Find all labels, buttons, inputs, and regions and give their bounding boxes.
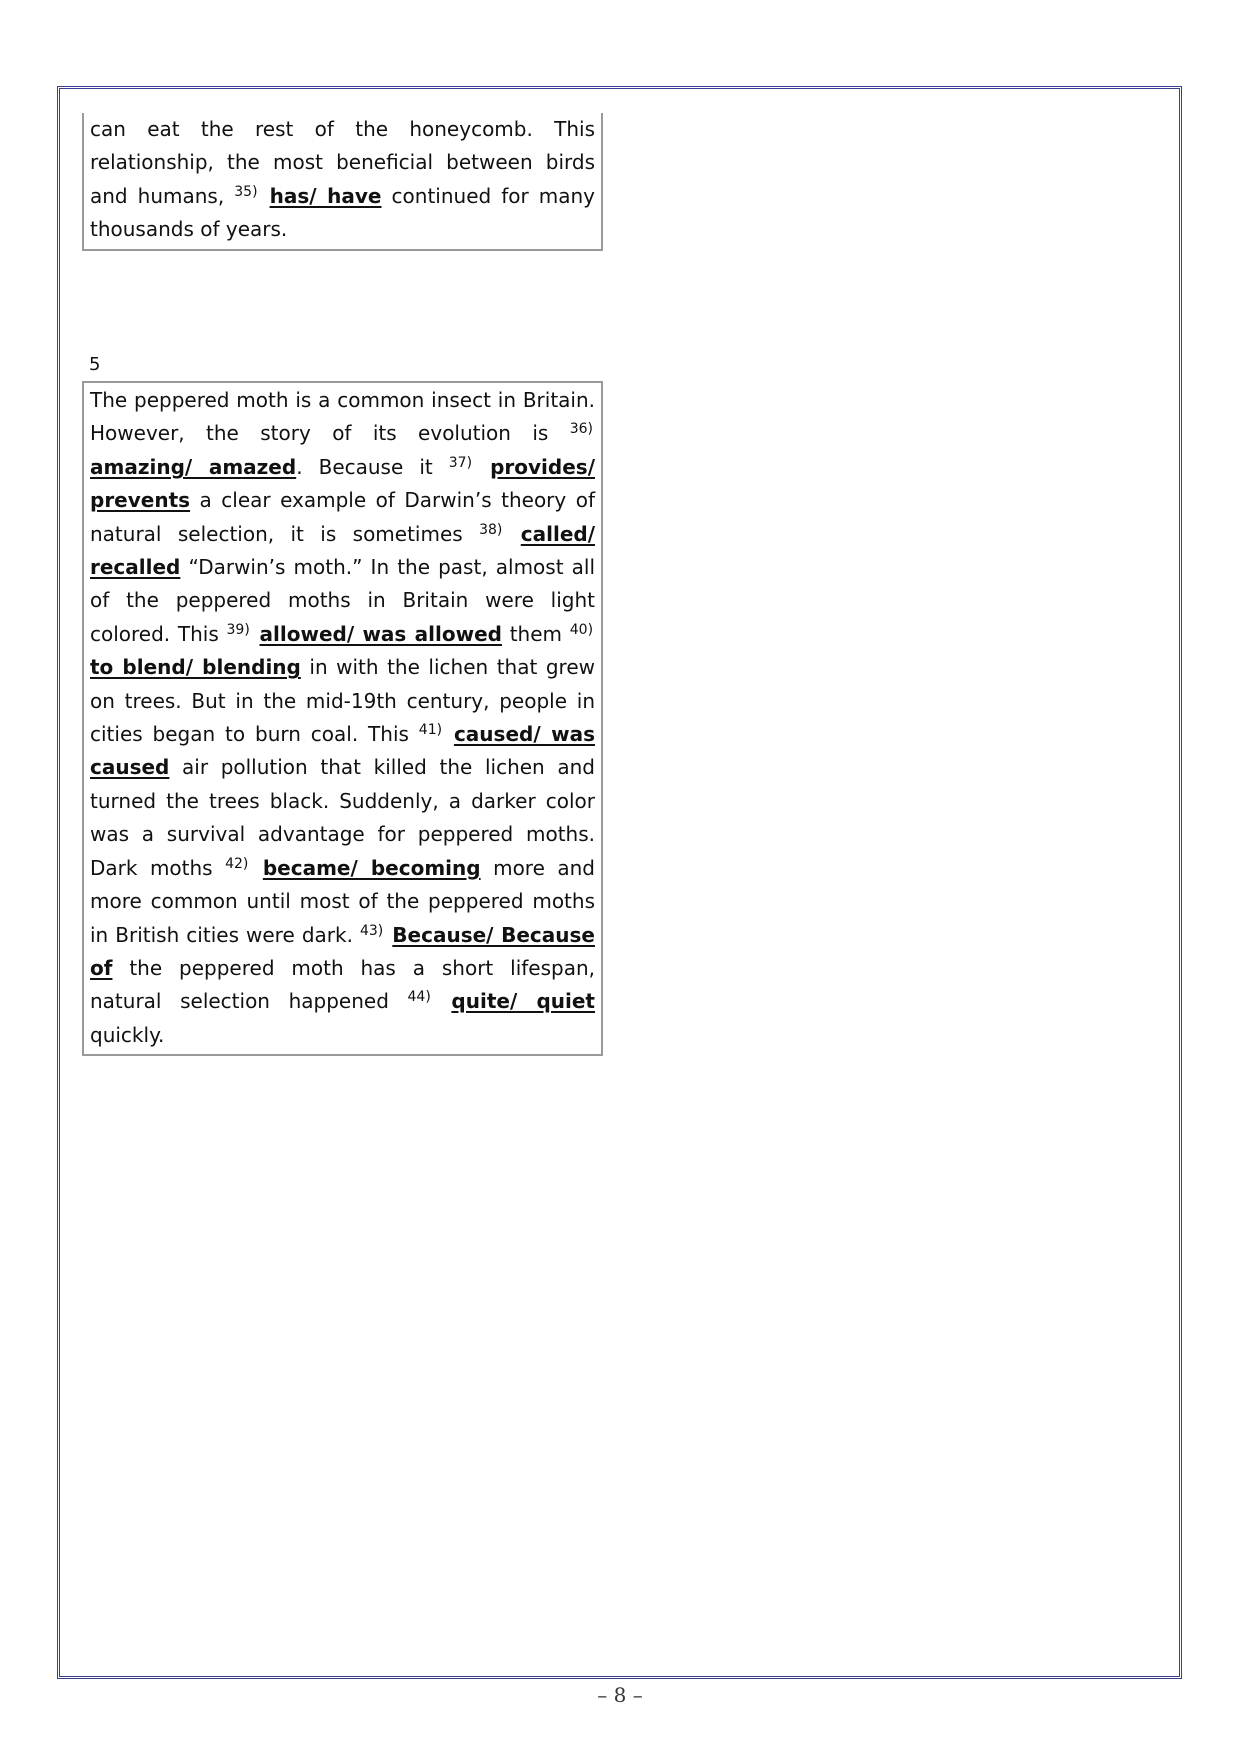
question-number: 43) bbox=[359, 922, 384, 939]
question-number: 41) bbox=[418, 722, 443, 739]
answer-choice: has/ have bbox=[269, 183, 382, 208]
passage-box bbox=[82, 381, 603, 1056]
passage-text: the peppered moth has a short lifespan, natural selection happened bbox=[90, 955, 595, 1014]
answer-choice: caused/ was caused bbox=[90, 722, 595, 780]
passage-text: can eat the rest of the honeycomb. This relationship, the most beneficial between birds and humans, bbox=[90, 117, 595, 208]
question-number: 39) bbox=[226, 621, 250, 638]
question-number: 44) bbox=[407, 989, 431, 1006]
passage-text: quickly. bbox=[90, 1022, 165, 1047]
answer-choice: quite/ quiet bbox=[451, 989, 595, 1014]
passage-text: “Darwin’s moth.” In the past, almost all of the peppered moths in Britain were light colored. This bbox=[90, 555, 595, 646]
passage-continuation-box bbox=[82, 113, 603, 251]
answer-choice: became/ becoming bbox=[262, 855, 481, 880]
question-number: 36) bbox=[569, 421, 593, 438]
question-number: 37) bbox=[448, 454, 473, 471]
answer-choice: Because/ Because of bbox=[90, 922, 595, 980]
question-number: 40) bbox=[569, 621, 594, 638]
passage-text: . Because it bbox=[296, 454, 449, 479]
answer-choice: to blend/ blending bbox=[90, 655, 301, 680]
page-number: – 8 – bbox=[597, 1683, 643, 1707]
passage-text: a clear example of Darwin’s theory of natural selection, it is sometimes bbox=[90, 488, 595, 546]
question-number: 35) bbox=[234, 183, 258, 200]
passage-text: The peppered moth is a common insect in Britain. However, the story of its evolution is bbox=[90, 388, 595, 446]
passage-text: in with the lichen that grew on trees. But in the mid-19th century, people in cities began to burn coal. This bbox=[90, 655, 595, 747]
passage-text: air pollution that killed the lichen and turned the trees black. Suddenly, a darker color was a survival advantage for peppered moths. Dark moths bbox=[90, 755, 595, 880]
question-number: 42) bbox=[225, 855, 249, 872]
answer-choice: called/ recalled bbox=[90, 521, 595, 580]
section-number: 5 bbox=[89, 354, 101, 375]
passage-text: more and more common until most of the peppered moths in British cities were dark. bbox=[90, 855, 595, 947]
answer-choice: amazing/ amazed bbox=[90, 454, 297, 479]
passage-text: them bbox=[501, 621, 570, 646]
answer-choice: allowed/ was allowed bbox=[259, 621, 502, 646]
question-number: 38) bbox=[479, 521, 503, 538]
passage-text: continued for many thousands of years. bbox=[90, 183, 596, 242]
answer-choice: provides/ prevents bbox=[90, 454, 595, 513]
